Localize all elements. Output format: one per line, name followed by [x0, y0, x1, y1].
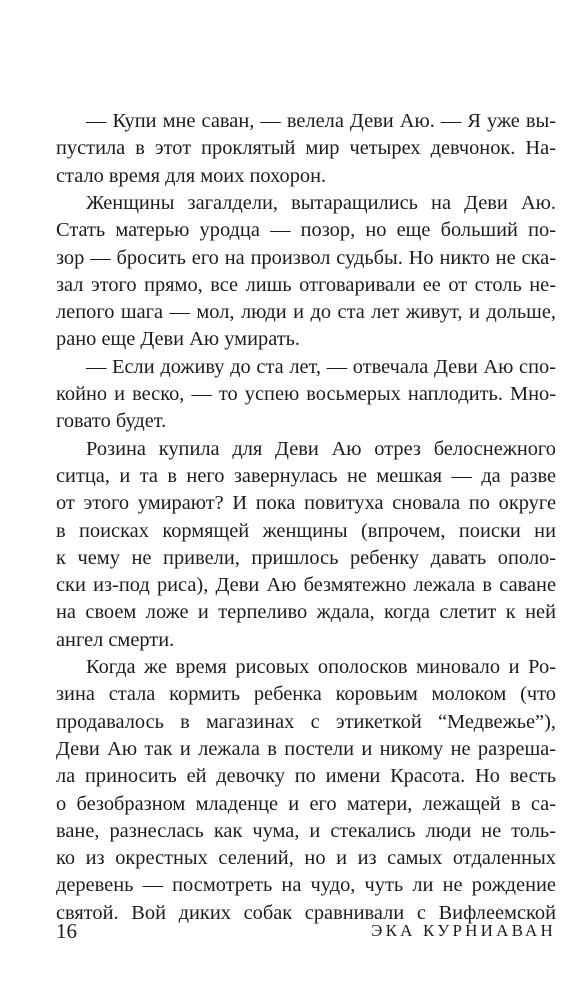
text-line: говато будет. [56, 410, 167, 433]
text-line: Женщины загалдели, вытаращились на Деви Аю. [86, 191, 556, 214]
text-line: Деви Аю так и лежала в постели и никому не разреша- [56, 737, 556, 760]
text-line: ла приносить ей девочку по имени Красота. Но весть [56, 765, 556, 788]
running-head-author: ЭКА КУРНИАВАН [371, 921, 556, 940]
text-line: рано еще Деви Аю умирать. [56, 328, 301, 351]
text-line: койно и веско, — то успею восьмерых наплодить. Мно- [56, 383, 556, 405]
text-line: пустила в этот проклятый мир четырех девчонок. На- [56, 137, 556, 160]
text-line: ко из окрестных селений, но и из самых отдаленных [56, 847, 556, 870]
text-line: от этого умирают? И пока повитуха сновала по округе [56, 492, 556, 515]
text-line: зина стала кормить ребенка коровьим молоком (что [56, 683, 556, 706]
text-line: на своем ложе и терпеливо ждала, когда слетит к ней [56, 601, 556, 624]
text-line: к чему не привели, пришлось ребенку давать ополо- [56, 546, 556, 569]
text-line: ангел смерти. [56, 628, 175, 651]
text-line: в поисках кормящей женщины (впрочем, поиски ни [56, 519, 556, 542]
page-footer [56, 916, 556, 946]
text-line: зал этого прямо, все лишь отговаривали ее от столь не- [56, 273, 556, 296]
text-line: Стать матерью уродца — позор, но еще больший по- [56, 219, 556, 242]
page-number: 16 [56, 919, 77, 943]
text-line: Когда же время рисовых ополосков миновало и Ро- [86, 656, 556, 678]
text-line: о безобразном младенце и его матери, лежащей в са- [56, 792, 556, 815]
text-line: ване, разнеслась как чума, и стекались люди не толь- [56, 819, 556, 842]
text-line: ситца, и та в него завернулась не мешкая — да разве [56, 464, 556, 487]
text-line: — Если доживу до ста лет, — отвечала Деви Аю спо- [86, 355, 556, 378]
text-line: деревень — посмотреть на чудо, чуть ли не рождение [56, 874, 556, 897]
text-line: продавалось в магазинах с этикеткой “Медвежье”), [56, 710, 556, 733]
text-line: — Купи мне саван, — велела Деви Аю. — Я уже вы- [86, 110, 556, 132]
text-line: лепого шага — мол, люди и до ста лет живут, и дольше, [56, 301, 556, 324]
text-line: стало время для моих похорон. [56, 164, 327, 187]
text-line: Розина купила для Деви Аю отрез белоснежного [86, 437, 556, 460]
text-line: святой. Вой диких собак сравнивали с Вифлеемской [56, 901, 556, 924]
text-line: ски из-под риса), Деви Аю безмятежно лежала в саване [56, 574, 556, 597]
text-line: зор — бросить его на произвол судьбы. Но никто не ска- [56, 246, 556, 269]
